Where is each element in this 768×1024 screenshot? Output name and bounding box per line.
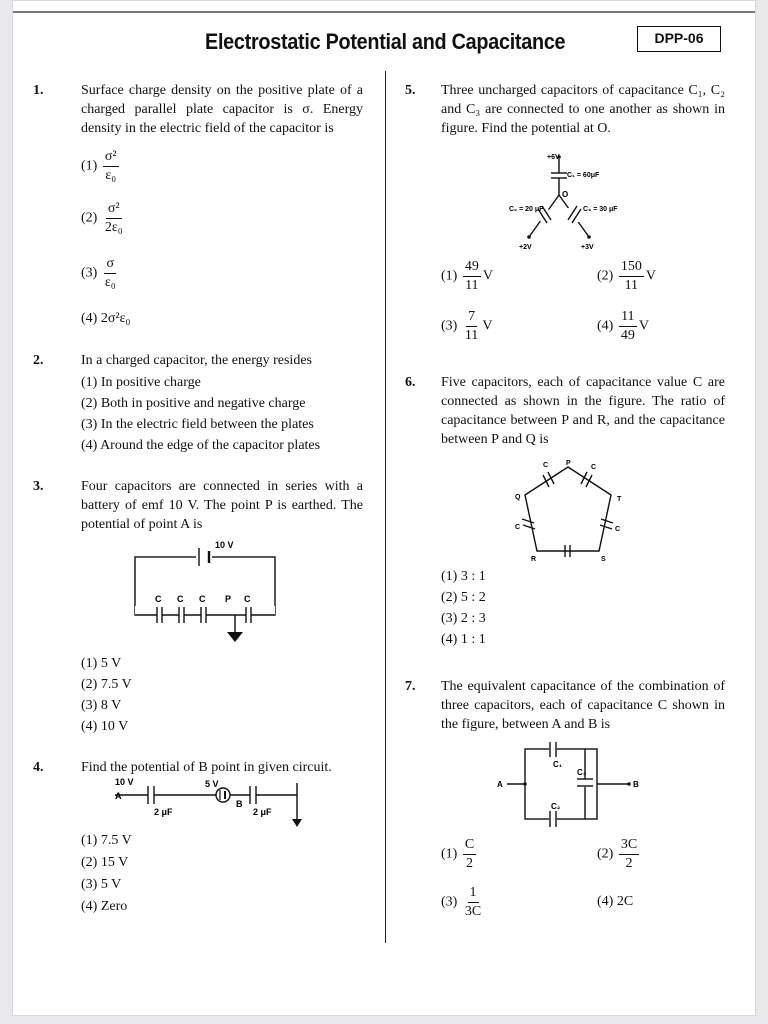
option-1[interactable]: (1) $\frac{49}{11}$ V bbox=[441, 259, 493, 293]
point-r-label: R bbox=[531, 556, 537, 563]
option-4[interactable]: (4) 2C bbox=[597, 894, 634, 909]
c1-label: C₁ = 60μF bbox=[567, 172, 600, 179]
column-divider bbox=[385, 71, 386, 943]
worksheet-page bbox=[12, 0, 756, 1016]
cap-label: C bbox=[199, 594, 206, 604]
node-o-label: O bbox=[562, 190, 569, 199]
option-3[interactable]: (3) $\frac{1}{3C}$ bbox=[441, 885, 482, 919]
point-t-label: T bbox=[617, 496, 622, 503]
option-1[interactable]: (1) In positive charge bbox=[81, 375, 201, 390]
cap-label: C bbox=[244, 594, 251, 604]
question-number: 1. bbox=[33, 83, 44, 98]
option-4[interactable]: (4) 2σ²ε₀ bbox=[81, 311, 131, 326]
cap-label: C bbox=[177, 594, 184, 604]
circuit-diagram-q7 bbox=[493, 739, 643, 831]
option-3[interactable]: (3) 8 V bbox=[81, 698, 122, 713]
option-2[interactable]: (2) $\frac{150}{11}$ V bbox=[597, 259, 656, 293]
option-4[interactable]: (4) $\frac{11}{49}$ V bbox=[597, 309, 649, 343]
option-3[interactable]: (3) $\frac{7}{11}$ V bbox=[441, 309, 493, 343]
point-p-label: P bbox=[566, 460, 571, 467]
option-1[interactable]: (1) 3 : 1 bbox=[441, 569, 486, 584]
option-1[interactable]: (1) 7.5 V bbox=[81, 833, 132, 848]
question-number: 4. bbox=[33, 760, 44, 775]
point-b-label: B bbox=[236, 799, 243, 809]
question-text: Five capacitors, each of capacitance value C are connected as shown in the figure. The ratio of capacitance between P and R, and the capacitance between P and Q is bbox=[441, 375, 725, 447]
c3-label: C₃ = 30 μF bbox=[583, 206, 618, 213]
top-voltage-label: +6V bbox=[547, 154, 560, 161]
c3-label: C₃ bbox=[577, 768, 587, 777]
page-title: Electrostatic Potential and Capacitance bbox=[204, 29, 566, 54]
c1-label: C₁ bbox=[553, 760, 563, 769]
question-number: 7. bbox=[405, 679, 416, 694]
right-voltage-label: +3V bbox=[581, 244, 594, 251]
option-1[interactable]: (1) $\frac{\text{σ²}}{\text{ε₀}}$ bbox=[81, 149, 117, 183]
question-text: Surface charge density on the positive plate of a charged parallel plate capacitor is σ. Energy density in the electric field of the capacitor is bbox=[81, 83, 363, 136]
option-4[interactable]: (4) Around the edge of the capacitor plates bbox=[81, 438, 321, 453]
left-voltage-label: 10 V bbox=[115, 777, 134, 787]
option-2[interactable]: (2) 7.5 V bbox=[81, 677, 132, 692]
point-a-label: A bbox=[115, 791, 122, 801]
question-text: Find the potential of B point in given circuit. bbox=[81, 760, 332, 775]
circuit-diagram-q4 bbox=[101, 773, 321, 831]
option-2[interactable]: (2) 15 V bbox=[81, 855, 129, 870]
cap-label: C bbox=[591, 464, 597, 471]
question-number: 5. bbox=[405, 83, 416, 98]
cap-label: C bbox=[543, 462, 549, 469]
header-rule bbox=[13, 11, 755, 13]
option-4[interactable]: (4) Zero bbox=[81, 899, 128, 914]
question-number: 6. bbox=[405, 375, 416, 390]
question-text: Four capacitors are connected in series with a battery of emf 10 V. The point P is earthed. The potential of point A is bbox=[81, 479, 363, 532]
option-4[interactable]: (4) 1 : 1 bbox=[441, 632, 486, 647]
option-3[interactable]: (3) $\frac{\sigma}{\text{ε₀}}$ bbox=[81, 256, 116, 290]
option-2[interactable]: (2) 5 : 2 bbox=[441, 590, 486, 605]
battery-label: 10 V bbox=[215, 540, 234, 550]
option-3[interactable]: (3) 5 V bbox=[81, 877, 122, 892]
circuit-diagram-q6 bbox=[513, 457, 643, 567]
option-2[interactable]: (2) $\frac{3C}{2}$ bbox=[597, 837, 638, 871]
c2-label: C₂ bbox=[551, 802, 561, 811]
circuit-diagram-q3 bbox=[123, 536, 293, 654]
question-number: 3. bbox=[33, 479, 44, 494]
point-s-label: S bbox=[601, 556, 606, 563]
question-number: 2. bbox=[33, 353, 44, 368]
point-a-label: A bbox=[497, 780, 503, 789]
c2-label: C₂ = 20 μF bbox=[509, 206, 544, 213]
cap1-label: 2 μF bbox=[154, 807, 173, 817]
question-text: The equivalent capacitance of the combination of three capacitors, each of capacitance C shown in the figure, between A and B is bbox=[441, 679, 725, 732]
option-1[interactable]: (1) $\frac{C}{2}$ bbox=[441, 837, 475, 871]
dpp-badge: DPP-06 bbox=[637, 26, 721, 52]
circuit-diagram-q5 bbox=[499, 147, 639, 257]
cap-label: C bbox=[615, 526, 621, 533]
question-text: Three uncharged capacitors of capacitance C₁, C₂ and C₃ are connected to one another as shown in figure. Find the potential at O. bbox=[441, 83, 725, 136]
left-voltage-label: +2V bbox=[519, 244, 532, 251]
option-2[interactable]: (2) Both in positive and negative charge bbox=[81, 396, 306, 411]
option-3[interactable]: (3) 2 : 3 bbox=[441, 611, 486, 626]
mid-voltage-label: 5 V bbox=[205, 779, 219, 789]
cap2-label: 2 μF bbox=[253, 807, 272, 817]
point-p-label: P bbox=[225, 594, 232, 604]
option-1[interactable]: (1) 5 V bbox=[81, 656, 122, 671]
question-text: In a charged capacitor, the energy resides bbox=[81, 353, 312, 368]
point-q-label: Q bbox=[515, 494, 521, 501]
cap-label: C bbox=[155, 594, 162, 604]
option-3[interactable]: (3) In the electric field between the plates bbox=[81, 417, 314, 432]
point-b-label: B bbox=[633, 780, 639, 789]
option-2[interactable]: (2) $\frac{\text{σ²}}{\text{2ε₀}}$ bbox=[81, 201, 123, 235]
cap-label: C bbox=[515, 524, 521, 531]
option-4[interactable]: (4) 10 V bbox=[81, 719, 129, 734]
